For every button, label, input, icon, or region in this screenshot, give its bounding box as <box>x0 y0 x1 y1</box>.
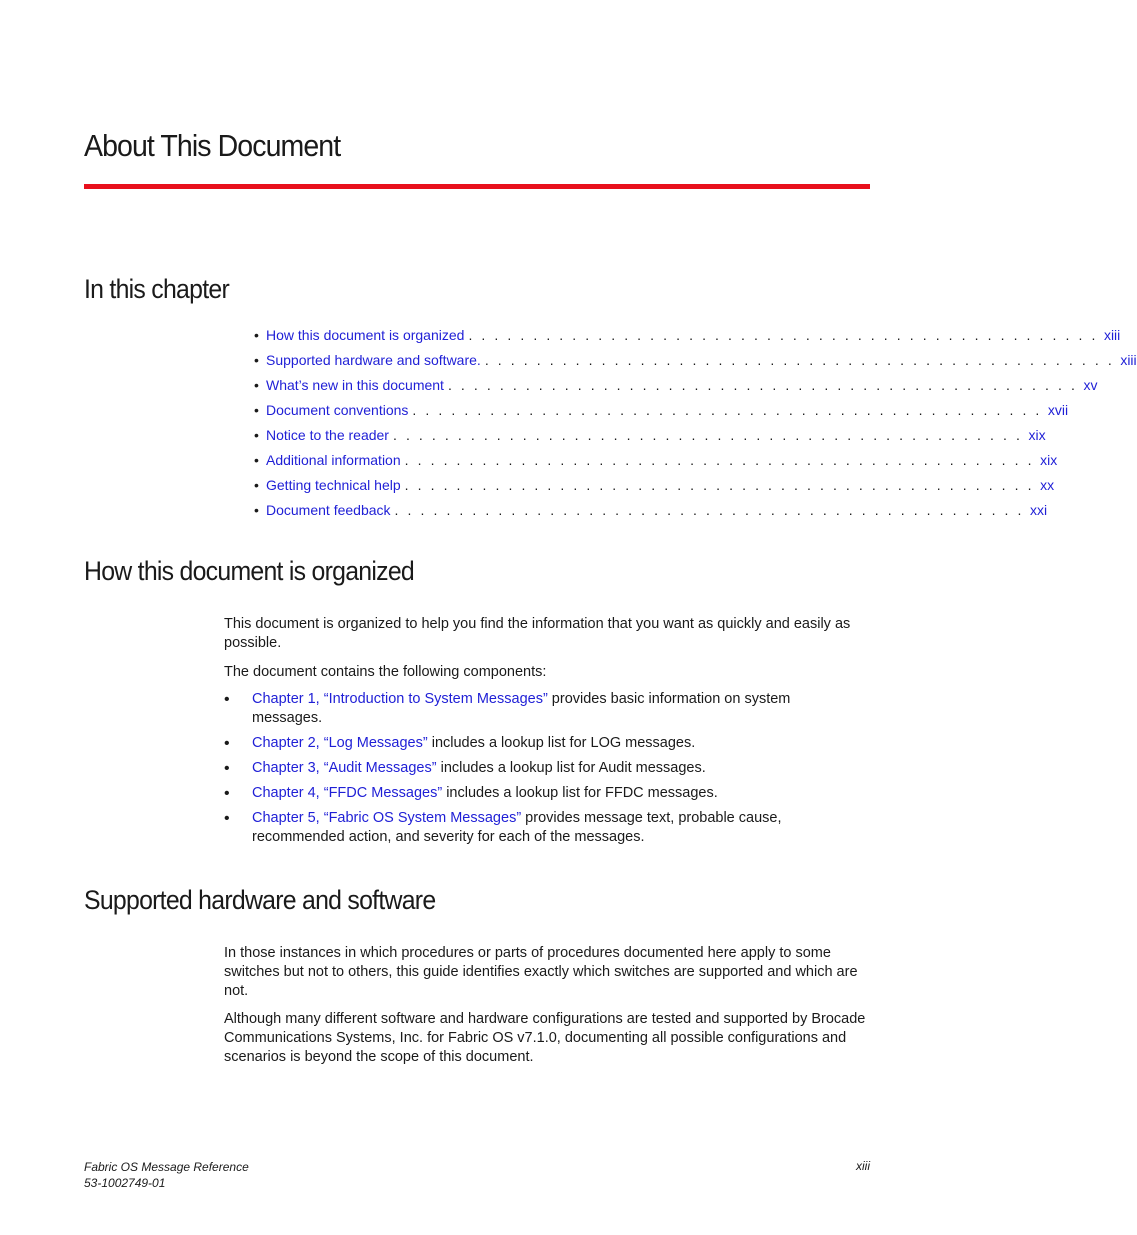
bullet-icon: • <box>254 476 259 493</box>
supported-paragraph-1: In those instances in which procedures or parts of procedures documented here apply to some switches but not to others, this guide identifies exactly which switches are supported and which are not. <box>224 945 858 999</box>
toc-leader: . . . . . . . . . . . . . . . . . . . . . . . . . . . . . . . . . . . . . . . . . . . . . . . . . <box>412 401 1042 418</box>
chapter-title-rule <box>84 184 870 189</box>
bullet-icon: • <box>254 351 259 368</box>
toc-page-conventions[interactable]: xvii <box>1047 401 1069 418</box>
list-item-text: provides basic information on system messages. <box>252 691 791 726</box>
toc-page-notice[interactable]: xix <box>1028 426 1046 443</box>
toc-leader: . . . . . . . . . . . . . . . . . . . . . . . . . . . . . . . . . . . . . . . . . . . . . . . . . <box>404 476 1035 493</box>
bullet-icon: • <box>254 426 259 443</box>
toc-entry <box>254 472 1055 497</box>
toc-page-additional[interactable]: xix <box>1040 451 1058 468</box>
chapter-5-link[interactable]: Chapter 5, “Fabric OS System Messages” <box>252 810 522 826</box>
toc-leader: . . . . . . . . . . . . . . . . . . . . . . . . . . . . . . . . . . . . . . . . . . . . . . . . . <box>404 451 1035 468</box>
supported-paragraph-2: Although many different software and hardware configurations are tested and supported by Brocade Communications Systems, Inc. for Fabric OS v7.1.0, documenting all possible configurations and scenarios is beyond the scope of this document. <box>224 1011 866 1065</box>
chapter-2-link[interactable]: Chapter 2, “Log Messages” <box>252 735 428 751</box>
toc-leader: . . . . . . . . . . . . . . . . . . . . . . . . . . . . . . . . . . . . . . . . . . . . . . . . . <box>468 326 1098 343</box>
toc-leader: . . . . . . . . . . . . . . . . . . . . . . . . . . . . . . . . . . . . . . . . . . . . . . . . . <box>484 351 1115 368</box>
chapter-1-link[interactable]: Chapter 1, “Introduction to System Messages” <box>252 691 548 707</box>
toc-link-organized[interactable]: How this document is organized <box>266 326 465 343</box>
toc-link-technical-help[interactable]: Getting technical help <box>266 476 401 493</box>
toc-entry <box>254 322 1121 347</box>
toc-page-technical-help[interactable]: xx <box>1040 476 1055 493</box>
list-item <box>224 690 844 728</box>
chapter-4-link[interactable]: Chapter 4, “FFDC Messages” <box>252 785 443 801</box>
bullet-icon: • <box>254 451 259 468</box>
footer-left <box>84 1159 249 1191</box>
bullet-icon: • <box>254 376 259 393</box>
toc-entry <box>254 422 1046 447</box>
organized-intro <box>224 615 872 682</box>
chapter-3-link[interactable]: Chapter 3, “Audit Messages” <box>252 760 437 776</box>
bullet-icon: • <box>224 810 230 827</box>
toc-leader: . . . . . . . . . . . . . . . . . . . . . . . . . . . . . . . . . . . . . . . . . . . . . . . . . <box>394 501 1025 518</box>
toc-entry <box>254 497 1048 522</box>
list-item-text: includes a lookup list for Audit messages. <box>436 760 706 776</box>
footer-title: Fabric OS Message Reference <box>84 1160 249 1174</box>
toc-entry <box>254 372 1098 397</box>
list-item <box>224 759 844 778</box>
toc-page-organized[interactable]: xiii <box>1103 326 1121 343</box>
chapter-toc <box>254 322 1137 522</box>
toc-entry <box>254 347 1137 372</box>
toc-link-conventions[interactable]: Document conventions <box>266 401 409 418</box>
toc-link-additional[interactable]: Additional information <box>266 451 401 468</box>
toc-link-supported[interactable]: Supported hardware and software. <box>266 351 481 368</box>
bullet-icon: • <box>224 785 230 802</box>
supported-heading: Supported hardware and software <box>84 885 436 915</box>
toc-page-feedback[interactable]: xxi <box>1030 501 1048 518</box>
chapter-title: About This Document <box>84 128 341 163</box>
bullet-icon: • <box>254 326 259 343</box>
organized-paragraph: This document is organized to help you find the information that you want as quickly and easily as possible. <box>224 616 851 651</box>
footer-doc-number: 53-1002749-01 <box>84 1176 166 1190</box>
list-item-text: provides message text, probable cause, recommended action, and severity for each of the messages. <box>252 810 782 845</box>
bullet-icon: • <box>254 501 259 518</box>
toc-entry <box>254 447 1058 472</box>
bullet-icon: • <box>224 735 230 752</box>
supported-body <box>224 944 872 1067</box>
organized-heading: How this document is organized <box>84 556 415 586</box>
toc-page-supported[interactable]: xiii <box>1120 351 1137 368</box>
components-list <box>224 690 844 853</box>
list-item-text: includes a lookup list for FFDC messages. <box>442 785 718 801</box>
toc-leader: . . . . . . . . . . . . . . . . . . . . . . . . . . . . . . . . . . . . . . . . . . . . . . . . . <box>447 376 1078 393</box>
list-item <box>224 809 844 847</box>
toc-page-whats-new[interactable]: xv <box>1083 376 1098 393</box>
toc-link-feedback[interactable]: Document feedback <box>266 501 391 518</box>
list-item-text: includes a lookup list for LOG messages. <box>427 735 696 751</box>
list-item <box>224 734 844 753</box>
bullet-icon: • <box>224 691 230 708</box>
toc-leader: . . . . . . . . . . . . . . . . . . . . . . . . . . . . . . . . . . . . . . . . . . . . . . . . . <box>392 426 1023 443</box>
list-item <box>224 784 844 803</box>
bullet-icon: • <box>254 401 259 418</box>
footer-page-number: xiii <box>856 1159 870 1173</box>
in-this-chapter-heading: In this chapter <box>84 274 230 304</box>
toc-link-notice[interactable]: Notice to the reader <box>266 426 389 443</box>
toc-link-whats-new[interactable]: What’s new in this document <box>266 376 444 393</box>
organized-components-paragraph: The document contains the following components: <box>224 664 547 680</box>
bullet-icon: • <box>224 760 230 777</box>
toc-entry <box>254 397 1069 422</box>
